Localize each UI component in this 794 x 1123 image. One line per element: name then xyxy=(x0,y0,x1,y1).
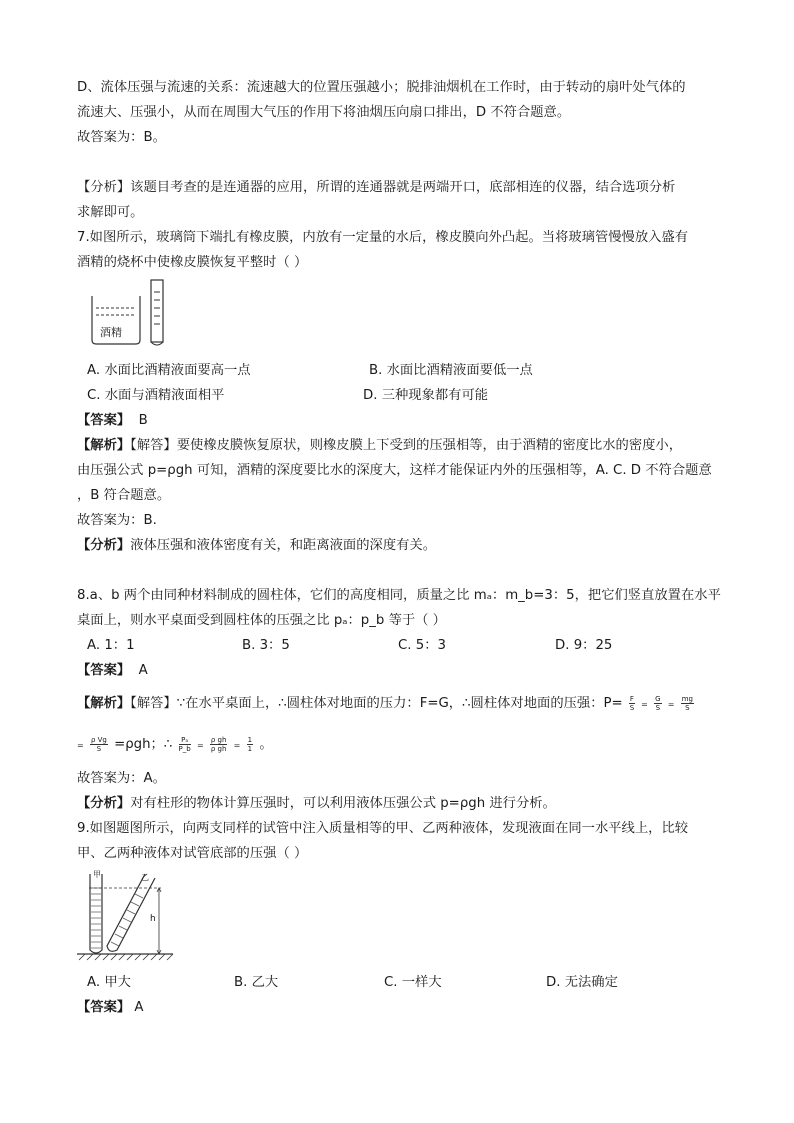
explanation-line: ，B 符合题意。 xyxy=(77,488,171,503)
text-line: 流速大、压强小，从而在周围大气压的作用下将油烟压向扇口排出，D 不符合题意。 xyxy=(77,105,571,120)
text-line: 求解即可。 xyxy=(77,205,144,220)
test-tubes-figure xyxy=(77,870,177,966)
answer-line: 故答案为：B。 xyxy=(77,130,166,145)
fraction: $\frac{\text{ρ gh}}{\text{ρ gh}}$ xyxy=(210,735,227,753)
fraction: $\frac{G}{S}$ xyxy=(655,694,661,712)
option-b: B. 水面比酒精液面要低一点 xyxy=(369,363,533,378)
explanation-line: 【解析】【解答】要使橡皮膜恢复原状，则橡皮膜上下受到的压强相等，由于酒精的密度比水的密度小， xyxy=(77,438,683,453)
answer-row: 【答案】 A xyxy=(77,663,148,678)
conclusion-line: 故答案为：A。 xyxy=(77,771,166,786)
text-line: D、流体压强与流速的关系：流速越大的位置压强越小；脱排油烟机在工作时，由于转动的扇叶处气体的 xyxy=(77,80,686,95)
explanation-line: = $\frac{\text{ρ Vg}}{S}$ =ρgh；∴ $\frac{\text{Pₐ}}{P\_b}$ = $\frac{\text{ρ gh}}{\text{ρ gh}}$ = $\frac{1}{1}$ 。 xyxy=(77,735,273,753)
fraction: $\frac{1}{1}$ xyxy=(247,735,253,753)
option-c: C. 水面与酒精液面相平 xyxy=(87,388,225,403)
option-d: D. 无法确定 xyxy=(546,975,618,990)
fraction: $\frac{mg}{S}$ xyxy=(681,694,693,712)
option-d: D. 三种现象都有可能 xyxy=(363,388,489,403)
explanation-line: 由压强公式 p=ρgh 可知，酒精的深度要比水的深度大，这样才能保证内外的压强相等，A. C. D 不符合题意 xyxy=(77,463,712,478)
answer-row: 【答案】 A xyxy=(77,1000,144,1015)
question-8-stem: 桌面上，则水平桌面受到圆柱体的压强之比 pₐ：p_b 等于（ ） xyxy=(77,613,446,628)
option-b: B. 3：5 xyxy=(242,638,290,653)
tube-label-yi: 乙 xyxy=(141,873,149,882)
question-9-stem: 甲、乙两种液体对试管底部的压强（ ） xyxy=(77,846,308,861)
analysis-line: 【分析】该题目考查的是连通器的应用，所谓的连通器就是两端开口，底部相连的仪器，结合选项分析 xyxy=(77,180,676,195)
analysis-line: 【分析】对有柱形的物体计算压强时，可以利用液体压强公式 p=ρgh 进行分析。 xyxy=(77,796,556,811)
option-b: B. 乙大 xyxy=(234,975,279,990)
figure-label: 酒精 xyxy=(100,326,122,339)
question-7-stem: 酒精的烧杯中使橡皮膜恢复平整时（ ） xyxy=(77,255,308,270)
question-7-stem: 7.如图所示，玻璃筒下端扎有橡皮膜，内放有一定量的水后，橡皮膜向外凸起。当将玻璃管慢慢放入盛有 xyxy=(77,230,689,245)
option-a: A. 甲大 xyxy=(87,975,131,990)
question-8-stem: 8.a、b 两个由同种材料制成的圆柱体，它们的高度相同，质量之比 mₐ：m_b=3：5，把它们竖直放置在水平 xyxy=(77,588,721,603)
conclusion-line: 故答案为：B. xyxy=(77,513,157,528)
option-a: A. 水面比酒精液面要高一点 xyxy=(87,363,251,378)
fraction: $\frac{F}{S}$ xyxy=(629,694,635,712)
option-c: C. 一样大 xyxy=(384,975,442,990)
option-a: A. 1：1 xyxy=(87,638,135,653)
tube-label-jia: 甲 xyxy=(93,870,101,879)
analysis-line: 【分析】液体压强和液体密度有关，和距离液面的深度有关。 xyxy=(77,538,437,553)
answer-row: 【答案】 B xyxy=(77,413,148,428)
height-label: h xyxy=(150,914,156,924)
option-d: D. 9：25 xyxy=(555,638,613,653)
option-c: C. 5：3 xyxy=(398,638,446,653)
explanation-line: 【解析】【解答】∵在水平桌面上，∴圆柱体对地面的压力：F=G，∴圆柱体对地面的压强：P= $\frac{F}{S}$ = $\frac{G}{S}$ = $\frac{mg}{S}$ xyxy=(77,694,693,712)
fraction: $\frac{\text{Pₐ}}{P\_b}$ xyxy=(178,735,191,753)
question-9-stem: 9.如图题图所示，向两支同样的试管中注入质量相等的甲、乙两种液体，发现液面在同一水平线上，比较 xyxy=(77,821,689,836)
fraction: $\frac{\text{ρ Vg}}{S}$ xyxy=(90,735,107,753)
